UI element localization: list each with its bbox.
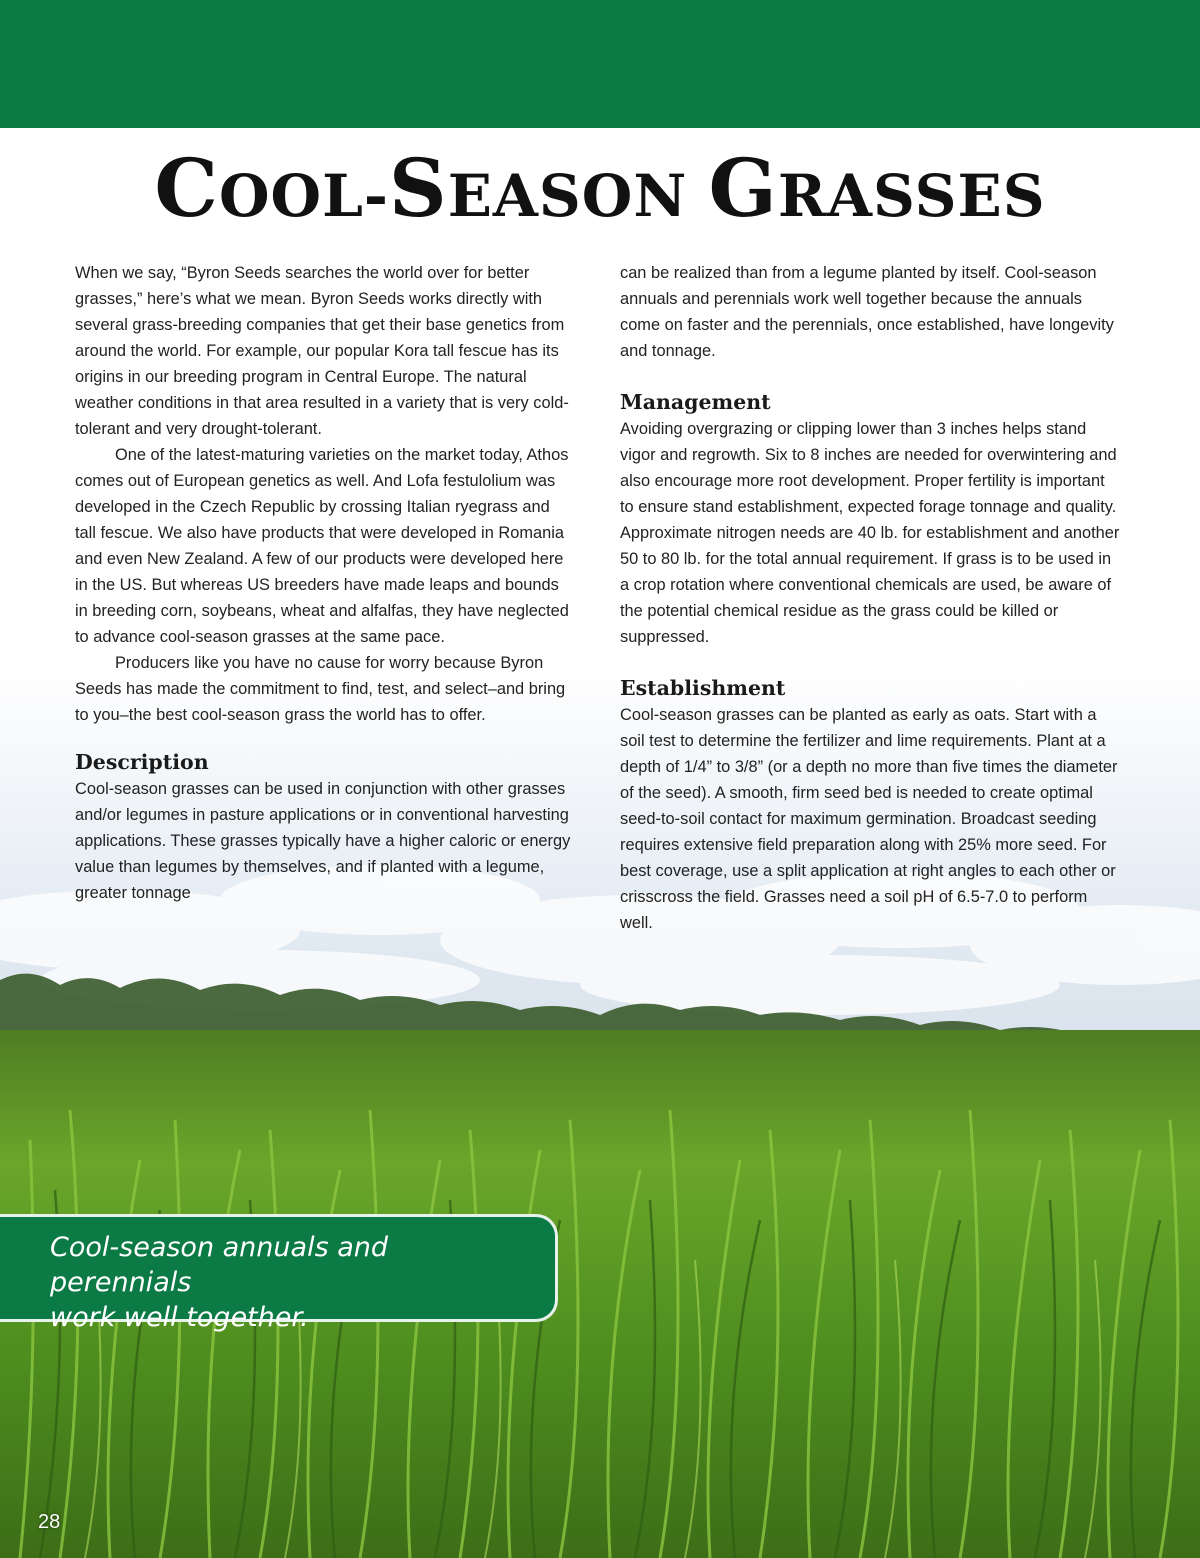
right-column <box>620 260 1120 936</box>
left-column <box>75 260 575 906</box>
page-title: COOL-SEASON GRASSES <box>154 141 1046 235</box>
intro-paragraph-1: When we say, “Byron Seeds searches the world over for better grasses,” here’s what we mean. Byron Seeds works directly with several grass-breeding companies that get their base genetics from around the world. For example, our popular Kora tall fescue has its origins in our breeding program in Central Europe. The natural weather conditions in that area resulted in a variety that is very cold-tolerant and very drought-tolerant. <box>75 264 569 438</box>
callout-line-2: work well together. <box>50 1302 309 1333</box>
management-paragraph: Avoiding overgrazing or clipping lower than 3 inches helps stand vigor and regrowth. Six to 8 inches are needed for overwintering and also encourage more root development. Proper fertility is important to ensure stand establishment, expected forage tonnage and quality. Approximate nitrogen needs are 40 lb. for establishment and another 50 to 80 lb. for the total annual requirement. If grass is to be used in a crop rotation where conventional chemicals are used, be aware of the potential chemical residue as the grass could be killed or suppressed. <box>620 420 1120 646</box>
establishment-heading: Establishment <box>620 676 786 700</box>
page-number: 28 <box>38 1511 61 1533</box>
management-heading: Management <box>620 390 771 414</box>
header-band <box>0 0 1200 128</box>
intro-paragraph-2: One of the latest-maturing varieties on the market today, Athos comes out of European genetics as well. And Lofa festulolium was developed in the Czech Republic by crossing Italian ryegrass and tall fescue. We also have products that were developed in Romania and even New Zealand. A few of our products were developed here in the US. But whereas US breeders have made leaps and bounds in breeding corn, soybeans, wheat and alfalfas, they have neglected to advance cool-season grasses at the same pace. <box>75 446 569 646</box>
establishment-paragraph: Cool-season grasses can be planted as early as oats. Start with a soil test to determine the fertilizer and lime requirements. Plant at a depth of 1/4” to 3/8” (or a depth no more than five times the diameter of the seed). A smooth, firm seed bed is needed to create optimal seed-to-soil contact for maximum germination. Broadcast seeding requires extensive field preparation along with 25% more seed. For best coverage, use a split application at right angles to each other or crisscross the field. Grasses need a soil pH of 6.5-7.0 to perform well. <box>620 706 1118 932</box>
callout-text <box>50 1230 530 1335</box>
description-heading: Description <box>75 750 209 774</box>
callout-line-1: Cool-season annuals and perennials <box>50 1232 389 1298</box>
description-paragraph: Cool-season grasses can be used in conjunction with other grasses and/or legumes in pasture applications or in conventional harvesting applications. These grasses typically have a higher caloric or energy value than legumes by themselves, and if planted with a legume, greater tonnage <box>75 780 571 902</box>
description-continued: can be realized than from a legume planted by itself. Cool-season annuals and perennials work well together because the annuals come on faster and the perennials, once established, have longevity and tonnage. <box>620 264 1114 360</box>
intro-paragraph-3: Producers like you have no cause for worry because Byron Seeds has made the commitment to find, test, and select–and bring to you–the best cool-season grass the world has to offer. <box>75 654 566 724</box>
